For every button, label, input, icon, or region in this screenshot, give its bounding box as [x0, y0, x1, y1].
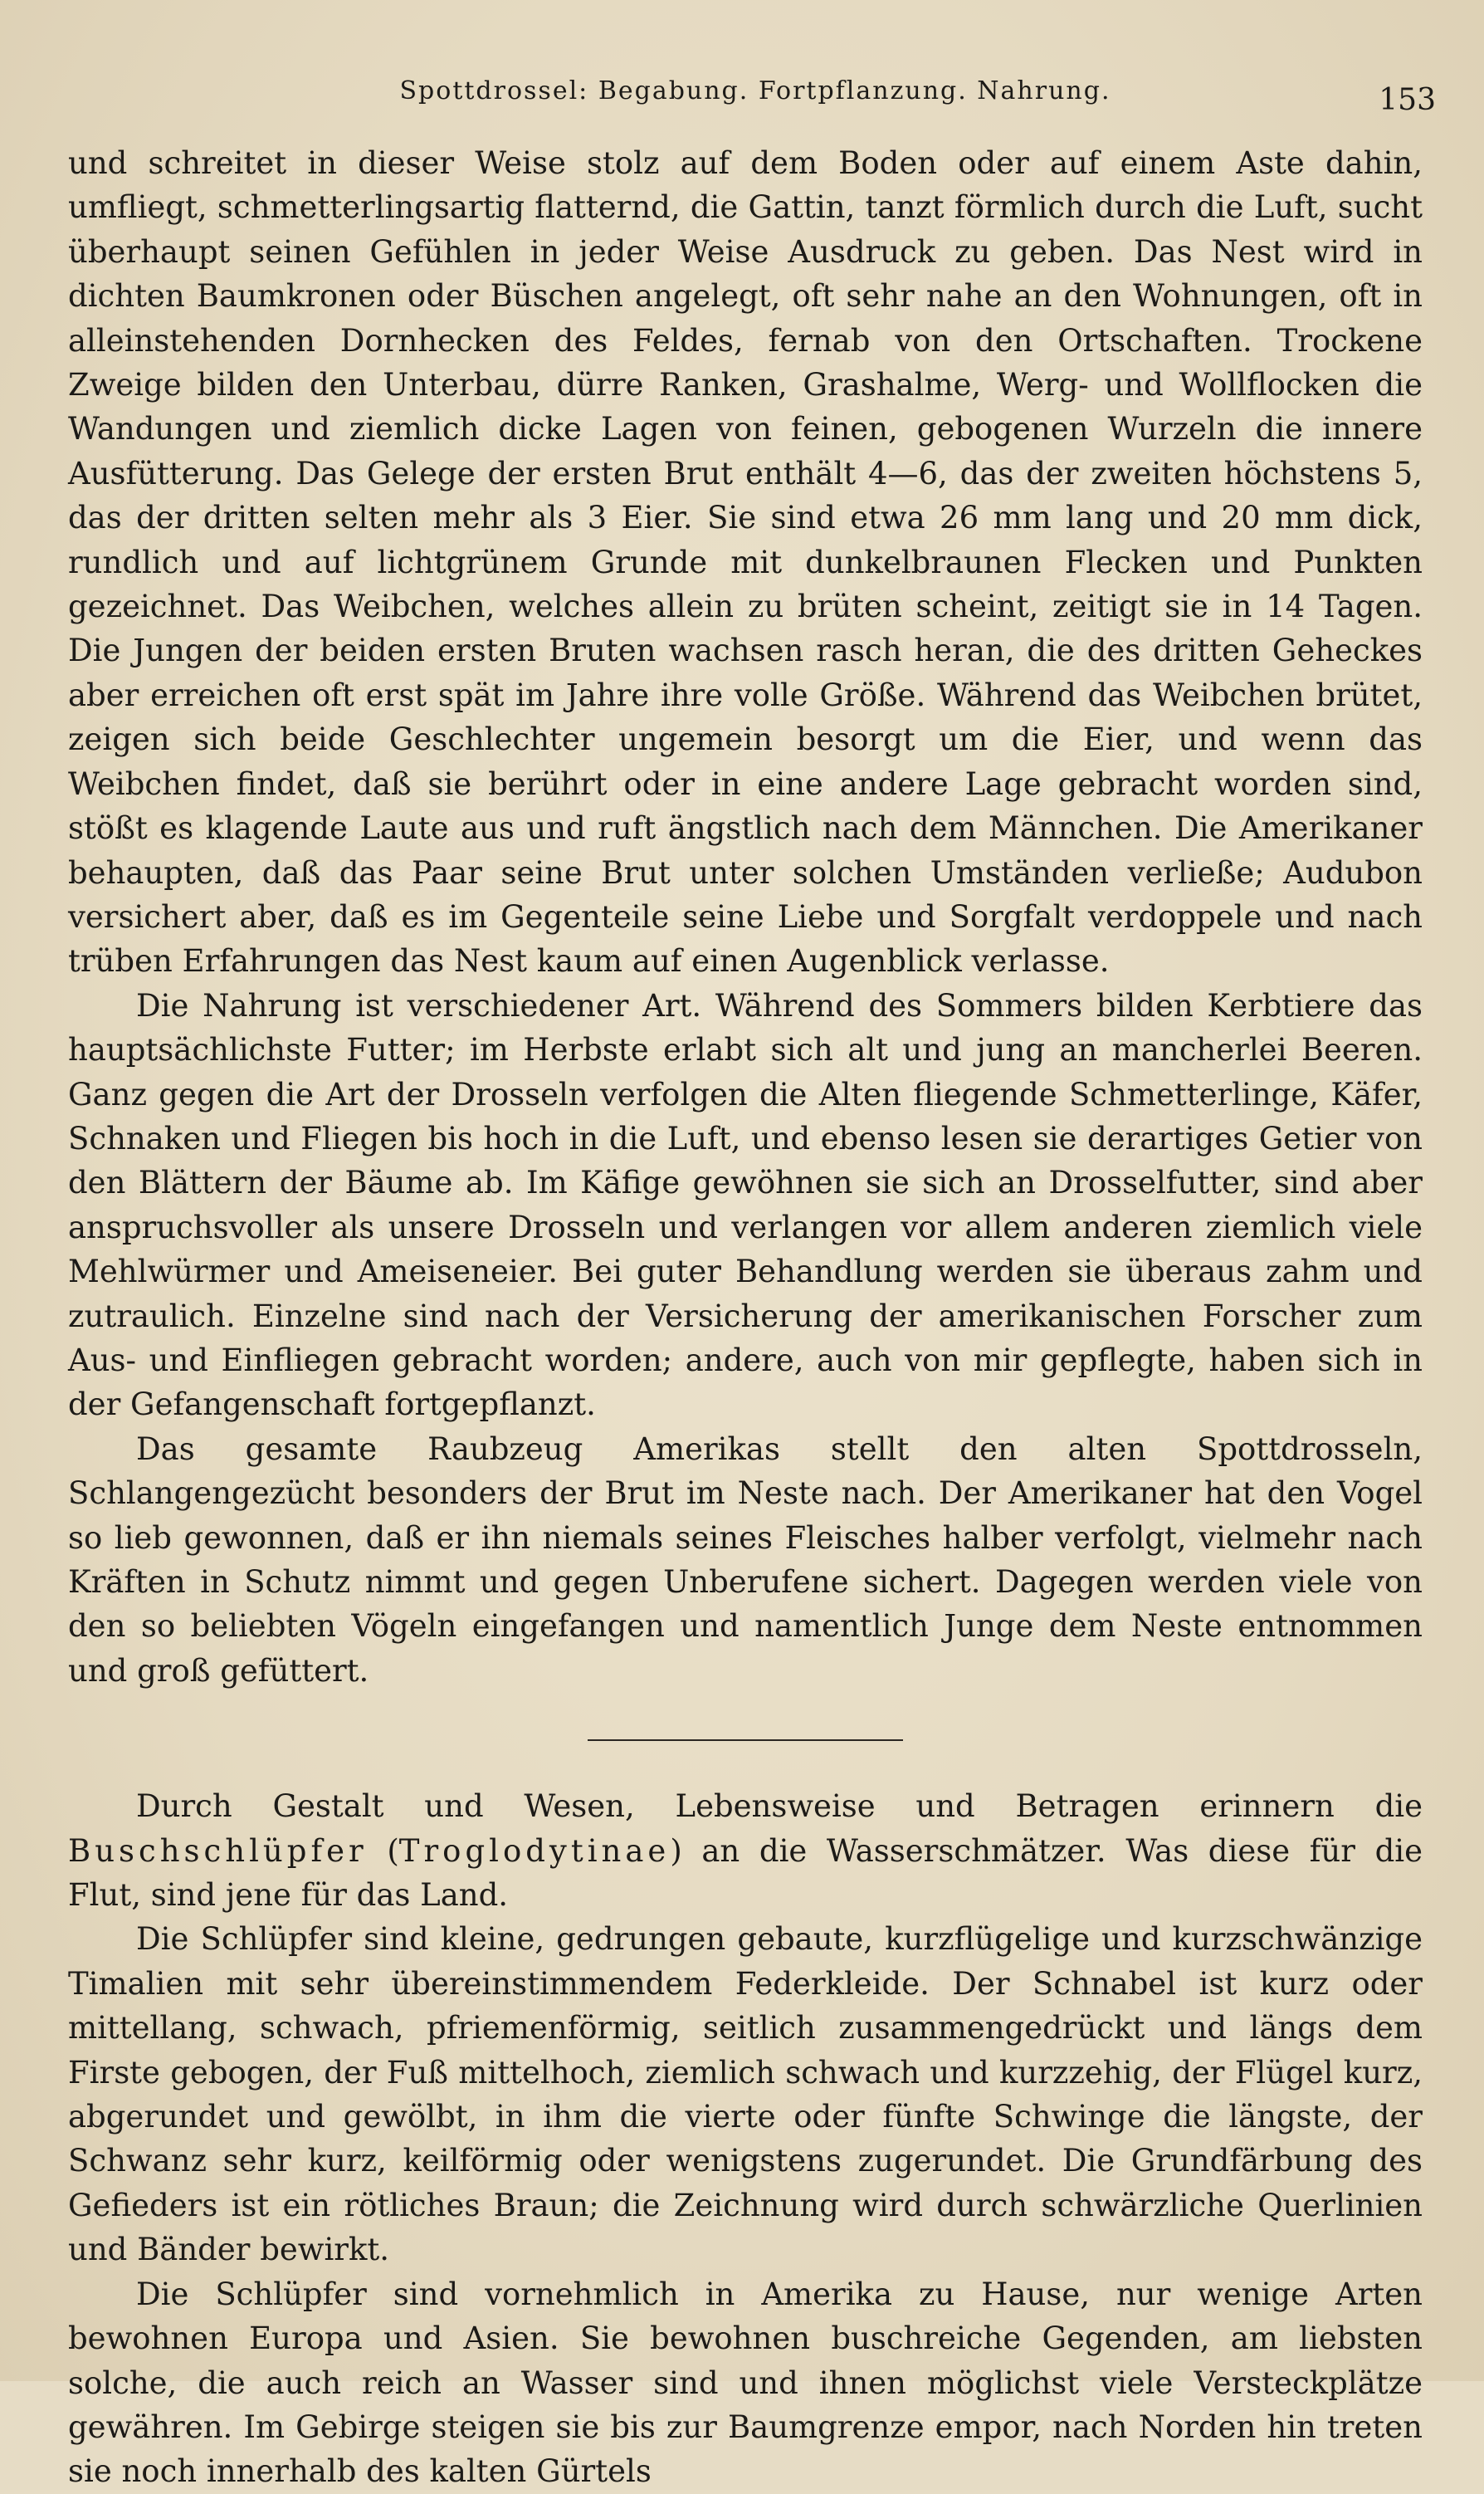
- page-number: 153: [1379, 83, 1436, 117]
- paragraph-nest: und schreitet in dieser Weise stolz auf dem Boden oder auf einem Aste dahin, umfliegt, schmetterlingsartig flatternd, die Gattin, tanzt förmlich durch die Luft, sucht überhaupt seinen Gefühlen in jeder Weise Ausdruck zu geben. Das Nest wird in dichten Baumkronen oder Büschen angelegt, oft sehr nahe an den Wohnungen, oft in alleinstehenden Dornhecken des Feldes, fernab von den Ortschaften. Trockene Zweige bilden den Unterbau, dürre Ranken, Grashalme, Werg- und Wollflocken die Wandungen und ziemlich dicke Lagen von feinen, gebogenen Wurzeln die innere Ausfütterung. Das Gelege der ersten Brut enthält 4—6, das der zweiten höchstens 5, das der dritten selten mehr als 3 Eier. Sie sind etwa 26 mm lang und 20 mm dick, rundlich und auf lichtgrünem Grunde mit dunkelbraunen Flecken und Punkten gezeichnet. Das Weibchen, welches allein zu brüten scheint, zeitigt sie in 14 Tagen. Die Jungen der beiden ersten Bruten wachsen rasch heran, die des dritten Geheckes aber erreichen oft erst spät im Jahre ihre volle Größe. Während das Weibchen brütet, zeigen sich beide Geschlechter ungemein besorgt um die Eier, und wenn das Weibchen findet, daß sie berührt oder in eine andere Lage gebracht worden sind, stößt es klagende Laute aus und ruft ängstlich nach dem Männchen. Die Amerikaner behaupten, daß das Paar seine Brut unter solchen Umständen verließe; Audubon versichert aber, daß es im Gegenteile seine Liebe und Sorgfalt verdoppele und nach trüben Erfahrungen das Nest kaum auf einen Augenblick verlasse.: [68, 145, 1423, 980]
- intro-paren-open: (: [367, 1832, 399, 1869]
- term-buschschluepfer: Buschschlüpfer: [68, 1832, 368, 1869]
- section-divider: [588, 1739, 903, 1741]
- paragraph-schluepfer-description: Die Schlüpfer sind kleine, gedrungen gebaute, kurzflügelige und kurzschwänzige Timalien mit sehr übereinstimmendem Federkleide. Der Schnabel ist kurz oder mittellang, schwach, pfriemenförmig, seitlich zusammengedrückt und längs dem Firste gebogen, der Fuß mittelhoch, ziemlich schwach und kurzzehig, der Flügel kurz, abgerundet und gewölbt, in ihm die vierte oder fünfte Schwinge die längste, der Schwanz sehr kurz, keilförmig oder wenigstens zugerundet. Die Grundfärbung des Gefieders ist ein rötliches Braun; die Zeichnung wird durch schwärzliche Querlinien und Bänder bewirkt.: [68, 1921, 1423, 2268]
- paragraph-raubzeug: Das gesamte Raubzeug Amerikas stellt den alten Spottdrosseln, Schlangengezücht besonders der Brut im Neste nach. Der Amerikaner hat den Vogel so lieb gewonnen, daß er ihn niemals seines Fleisches halber verfolgt, vielmehr nach Kräften in Schutz nimmt und gegen Unberufene sichert. Dagegen werden viele von den so beliebten Vögeln eingefangen und namentlich Junge dem Neste entnommen und groß gefüttert.: [68, 1430, 1423, 1689]
- body-text: [68, 141, 1423, 2494]
- paragraph-schluepfer-distribution: Die Schlüpfer sind vornehmlich in Amerika zu Hause, nur wenige Arten bewohnen Europa und Asien. Sie bewohnen buschreiche Gegenden, am liebsten solche, die auch reich an Wasser sind und ihnen möglichst viele Versteckplätze gewähren. Im Gebirge steigen sie bis zur Baumgrenze empor, nach Norden hin treten sie noch innerhalb des kalten Gürtels: [68, 2276, 1423, 2490]
- term-troglodytinae: Troglodytinae: [398, 1832, 671, 1869]
- intro-text-end: ) an die Wasserschmätzer. Was diese für die Flut, sind jene für das Land.: [68, 1832, 1423, 1914]
- running-head: Spottdrossel: Begabung. Fortpflanzung. Nahrung.: [399, 76, 1111, 105]
- intro-text-start: Durch Gestalt und Wesen, Lebensweise und Betragen erinnern die: [136, 1788, 1423, 1825]
- paragraph-buschschluepfer-intro: [68, 1784, 1423, 1917]
- paragraph-nahrung: Die Nahrung ist verschiedener Art. Während des Sommers bilden Kerbtiere das hauptsächlichste Futter; im Herbste erlabt sich alt und jung an mancherlei Beeren. Ganz gegen die Art der Drosseln verfolgen die Alten fliegende Schmetterlinge, Käfer, Schnaken und Fliegen bis hoch in die Luft, und ebenso lesen sie derartiges Getier von den Blättern der Bäume ab. Im Käfige gewöhnen sie sich an Drosselfutter, sind aber anspruchsvoller als unsere Drosseln und verlangen vor allem anderen ziemlich viele Mehlwürmer und Ameiseneier. Bei guter Behandlung werden sie überaus zahm und zutraulich. Einzelne sind nach der Versicherung der amerikanischen Forscher zum Aus- und Einfliegen gebracht worden; andere, auch von mir gepflegte, haben sich in der Gefangenschaft fortgepflanzt.: [68, 987, 1423, 1423]
